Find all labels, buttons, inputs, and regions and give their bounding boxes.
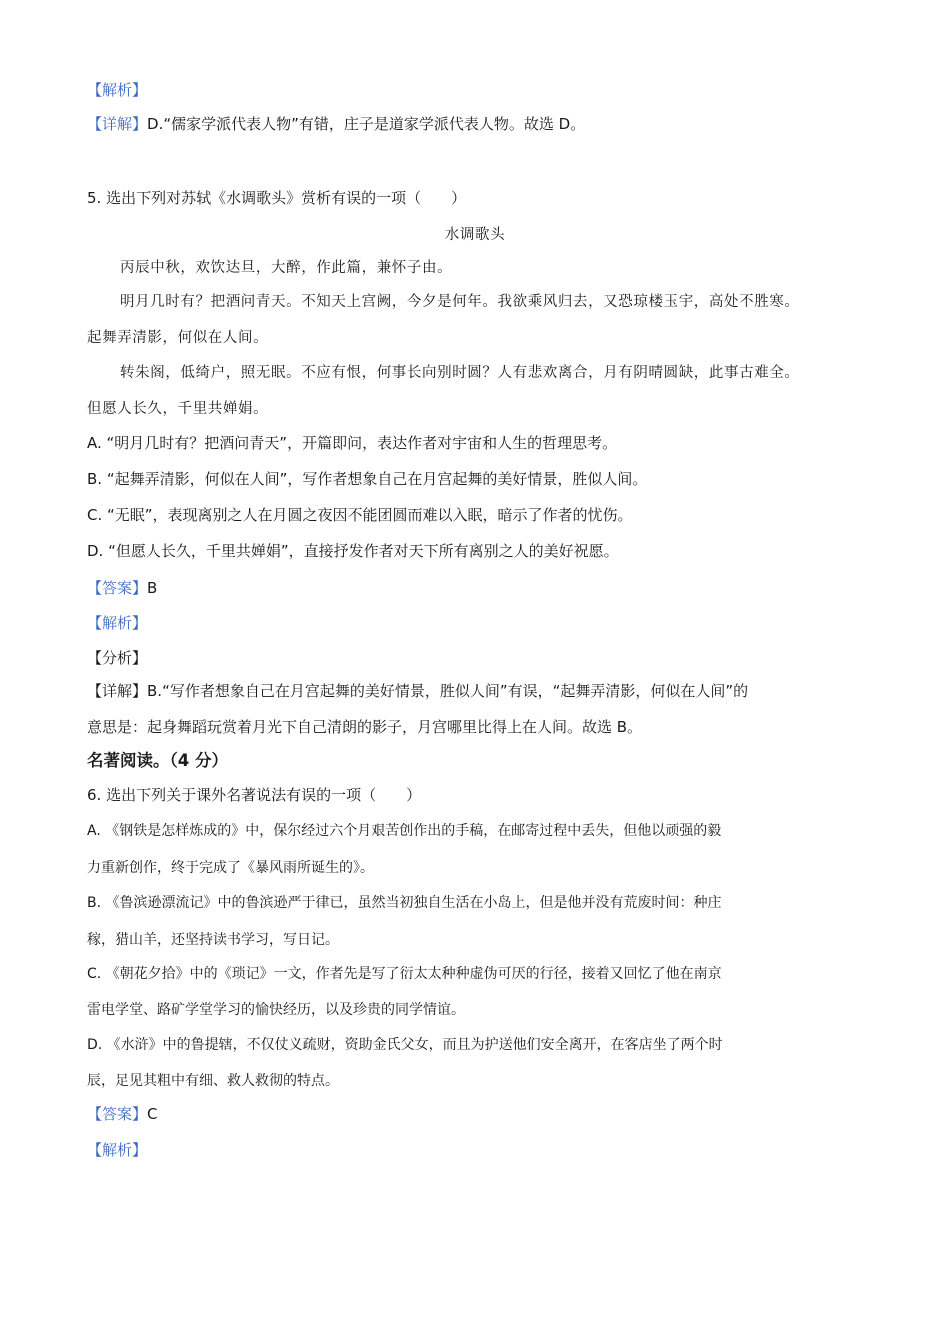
option-c-cont: 雷电学堂、路矿学堂学习的愉快经历，以及珍贵的同学情谊。 <box>87 1002 465 1018</box>
detail-tag: 【详解】 <box>87 115 148 133</box>
answer-tag: 【答案】 <box>87 1105 148 1123</box>
option-b-cont: 稼，猎山羊，还坚持读书学习，写日记。 <box>87 932 339 948</box>
poem-line: 起舞弄清影，何似在人间。 <box>87 330 269 346</box>
option-c: C. “无眠”，表现离别之人在月圆之夜因不能团圆而难以入眠，暗示了作者的忧伤。 <box>87 506 633 524</box>
detail-text-cont: 意思是：起身舞蹈玩赏着月光下自己清朗的影子，月宫哪里比得上在人间。故选 B。 <box>87 718 643 736</box>
poem-preface: 丙辰中秋，欢饮达旦，大醉，作此篇，兼怀子由。 <box>120 260 453 276</box>
question-stem: 6. 选出下列关于课外名著说法有误的一项（ ） <box>87 786 422 804</box>
fenxi-tag: 【分析】 <box>87 649 148 667</box>
option-c: C. 《朝花夕拾》中的《琐记》一文，作者先是写了衍太太种种虚伪可厌的行径，接着又回忆了他在南京 <box>87 966 722 982</box>
answer-value: C <box>147 1105 158 1123</box>
analysis-tag: 【解析】 <box>87 81 148 99</box>
analysis-tag: 【解析】 <box>87 614 148 632</box>
option-d-cont: 辰，足见其粗中有细、救人救彻的特点。 <box>87 1073 339 1089</box>
option-b: B. “起舞弄清影，何似在人间”，写作者想象自己在月宫起舞的美好情景，胜似人间。 <box>87 470 648 488</box>
detail-text: B.“写作者想象自己在月宫起舞的美好情景，胜似人间”有误，“起舞弄清影，何似在人间”的 <box>147 682 749 700</box>
option-d: D. “但愿人长久，千里共婵娟”，直接抒发作者对天下所有离别之人的美好祝愿。 <box>87 542 619 560</box>
option-b: B. 《鲁滨逊漂流记》中的鲁滨逊严于律已，虽然当初独自生活在小岛上，但是他并没有荒废时间：种庄 <box>87 895 722 911</box>
detail-text: D.“儒家学派代表人物”有错，庄子是道家学派代表人物。故选 D。 <box>147 115 586 133</box>
detail-tag: 【详解】 <box>87 682 148 700</box>
analysis-tag: 【解析】 <box>87 1141 148 1159</box>
detail-paragraph <box>87 114 585 134</box>
question-stem: 5. 选出下列对苏轼《水调歌头》赏析有误的一项（ ） <box>87 189 467 207</box>
poem-title: 水调歌头 <box>444 227 506 243</box>
option-a: A. “明月几时有？把酒问青天”，开篇即问，表达作者对宇宙和人生的哲理思考。 <box>87 434 618 452</box>
answer-line <box>87 1104 158 1124</box>
answer-line <box>87 578 157 598</box>
detail-paragraph <box>87 681 748 701</box>
poem-line: 明月几时有？把酒问青天。不知天上宫阙，今夕是何年。我欲乘风归去，又恐琼楼玉宇，高处不胜寒。 <box>120 294 800 310</box>
answer-value: B <box>147 579 158 597</box>
option-a-cont: 力重新创作，终于完成了《暴风雨所诞生的》。 <box>87 860 374 876</box>
option-a: A. 《钢铁是怎样炼成的》中，保尔经过六个月艰苦创作出的手稿，在邮寄过程中丢失，但他以顽强的毅 <box>87 823 722 839</box>
poem-line: 但愿人长久，千里共婵娟。 <box>87 401 269 417</box>
option-d: D. 《水浒》中的鲁提辖，不仅仗义疏财，资助金氏父女，而且为护送他们安全离开，在客店坐了两个时 <box>87 1037 723 1053</box>
answer-tag: 【答案】 <box>87 579 148 597</box>
poem-line: 转朱阁，低绮户，照无眠。不应有恨，何事长向别时圆？人有悲欢离合，月有阴晴圆缺，此事古难全。 <box>120 365 800 381</box>
section-heading: 名著阅读。（4 分） <box>87 751 228 770</box>
